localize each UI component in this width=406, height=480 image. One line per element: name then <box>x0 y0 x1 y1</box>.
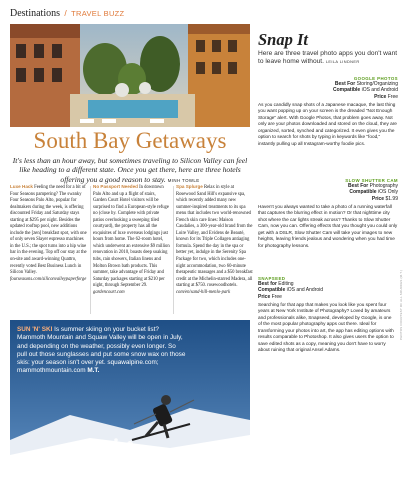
app-slow-shutter-cam <box>300 178 398 202</box>
app-name: SNAPSEED <box>258 276 286 281</box>
app-google-photos <box>300 76 398 100</box>
column-lead: Luxe Hack <box>10 184 33 189</box>
app-snapseed-text: Searching for that app that makes you look like you spent four years at New York Institute of Photography? Loved by amateurs and professionals alike, Snapseed, developed by Google, is one of the most popular photography apps out there. Ideal for transforming your photos into art, the app has editing options with results comparable to Photoshop. It also gives users the option to save edited shots as a copy, meaning you don't have to worry about ruining that original Ansel Adams. <box>258 302 394 353</box>
subsection-label: TRAVEL BUZZ <box>71 9 125 18</box>
feature-title: South Bay Getaways <box>33 128 227 153</box>
app-compatible: Compatible iOS and Android <box>258 287 324 294</box>
app-best-for: Best For Photography <box>347 183 398 189</box>
ski-sidebar <box>17 326 187 376</box>
column-divider <box>173 186 174 314</box>
column-divider <box>90 186 91 314</box>
feature-byline: MINH TOWLE <box>167 177 200 183</box>
column-text: Feeling the need for a bit of Four Seasons pampering? The swanky Four Seasons Palo Alto, popular for dealmakers during the week, is offering discounted Friday and Saturday stays starting at $295 per night. Besides the updated rooftop pool, new additions include the [zen] breakfast spot, with one of only seven Slayer espresso machines in the U.S.; the spot turns into a hip wine bar in the evening. Top off our stay at the on-site and award-winning Quattro, recently voted Best Business Lunch in Silicon Valley. <box>10 185 87 276</box>
section-header <box>10 8 124 19</box>
ski-links[interactable]: squawalpine.com; mammothmountain.com <box>17 359 159 375</box>
column-lead: No Passport Needed <box>93 184 138 189</box>
app-slow-shutter-cam-text: Haven't you always wanted to take a photo of a running waterfall that captures the blurring effect in motion? Or that nighttime city shot where the car lights streak across? Thanks to Slow Shutter Cam, now you can. Offering effects that you thought you could only get with a DSLR, Slow Shutter Cam will take your images to new heights, leaving friends jealous and wondering when you had time for photography lessons. <box>258 204 398 248</box>
column-no-passport <box>93 184 170 296</box>
app-name: GOOGLE PHOTOS <box>353 76 398 81</box>
ski-text: Is summer skiing on your bucket list? Mammoth Mountain and Squaw Valley will be open in July, and depending on the weather, possibly even longer. So pull out those sunglasses and put some snow wax on those skis: your season isn't over yet. <box>17 326 186 367</box>
app-price: Price $1.99 <box>371 195 398 202</box>
hotel-courtyard-photo <box>10 24 250 127</box>
photo-credit: PHOTOS COURTESY OF ALL SOURCES (M.T.) <box>399 269 403 340</box>
column-luxe-hack <box>10 184 87 283</box>
column-lead: Spa Splurge <box>176 184 203 189</box>
column-url[interactable]: com/en/sand-hill-menlo-park <box>176 289 231 295</box>
app-best-for: Best for Editing <box>258 281 294 287</box>
column-url[interactable]: gardencourt.com <box>93 289 125 295</box>
feature-deck-text: It's less than an hour away, but sometimes traveling to Silicon Valley can feel like heading to a different state. Once you get there, here are three hotels offering you a good reason to stay. <box>12 156 248 184</box>
section-separator: / <box>64 8 67 18</box>
app-name: SLOW SHUTTER CAM <box>345 178 398 183</box>
app-price: Price Free <box>258 293 282 300</box>
feature-deck <box>10 156 250 185</box>
column-text: In downtown Palo Alto and up a flight of stairs, Garden Court Hotel visitors will be surprised to find a European-style refuge no (close by. Complete with private patios overlooking a sweeping tiled courtyard), the property has all the exquisites of luxe overseas lodgings just hours from home. The 62-room hotel, which underwent an extensive $9 million renovation in 2010, boasts deep soaking tubs, rain showers, Italian linens and Molton Brown bath products. This summer, take advantage of Friday and Saturday packages starting at $210 per night, through September 29. <box>93 185 170 289</box>
snap-deck-text: Here are three travel photo apps you don't want to leave home without. <box>258 50 398 66</box>
ski-sig: M.T. <box>87 367 100 375</box>
app-compatible: Compatible iOS and Android <box>332 87 398 94</box>
column-url[interactable]: fourseasons.com/siliconvalleypaperforge <box>10 276 87 282</box>
snap-byline: LEILA LINDNER <box>325 59 360 65</box>
section-label: Destinations <box>10 8 60 19</box>
app-compatible: Compatible iOS Only <box>349 189 398 196</box>
snap-deck <box>258 50 398 66</box>
app-best-for: Best For Storing/Organizing <box>334 81 398 87</box>
ski-head: SUN 'N' SKI <box>17 326 53 333</box>
app-snapseed <box>258 276 358 300</box>
column-spa-splurge <box>176 184 253 296</box>
snap-title: Snap It <box>258 30 308 49</box>
app-google-photos-text: As you candidly snap shots of a Japanese macaque, the last thing you want popping up on your screen is the dreaded "Not Enough Storage" alert. With Google Photos, that problem goes away. Not only are your photos downloaded and stored on the cloud, they are organized, sorted, synched and categorized. It even gives you the option to search for shots by typing in keywords like "food," instantly pulling up all Instagram-worthy foodie pics. <box>258 102 397 146</box>
app-price: Price Free <box>374 93 398 100</box>
hotel-courtyard-illustration <box>10 24 250 127</box>
column-text: Relax in style at Rosewood Sand Hill's expansive spa, which recently added many new summer-inspired treatments to its spa menu that includes two world-renowned French skin care lines: Maison Caudalies, a 300-year-old brand from the Loire Valley, and Evidens de Beauté, known for its Triple Collagen antiaging formula. Spend the day in the spa or better yet, indulge in the Serenity Spa Package for two, which includes one-night accommodation, two 60-minute therapeutic massages and a $50 breakfast credit at the Michelin-starred Madera, all starting at $750. rosewoodhotels. <box>176 185 253 289</box>
